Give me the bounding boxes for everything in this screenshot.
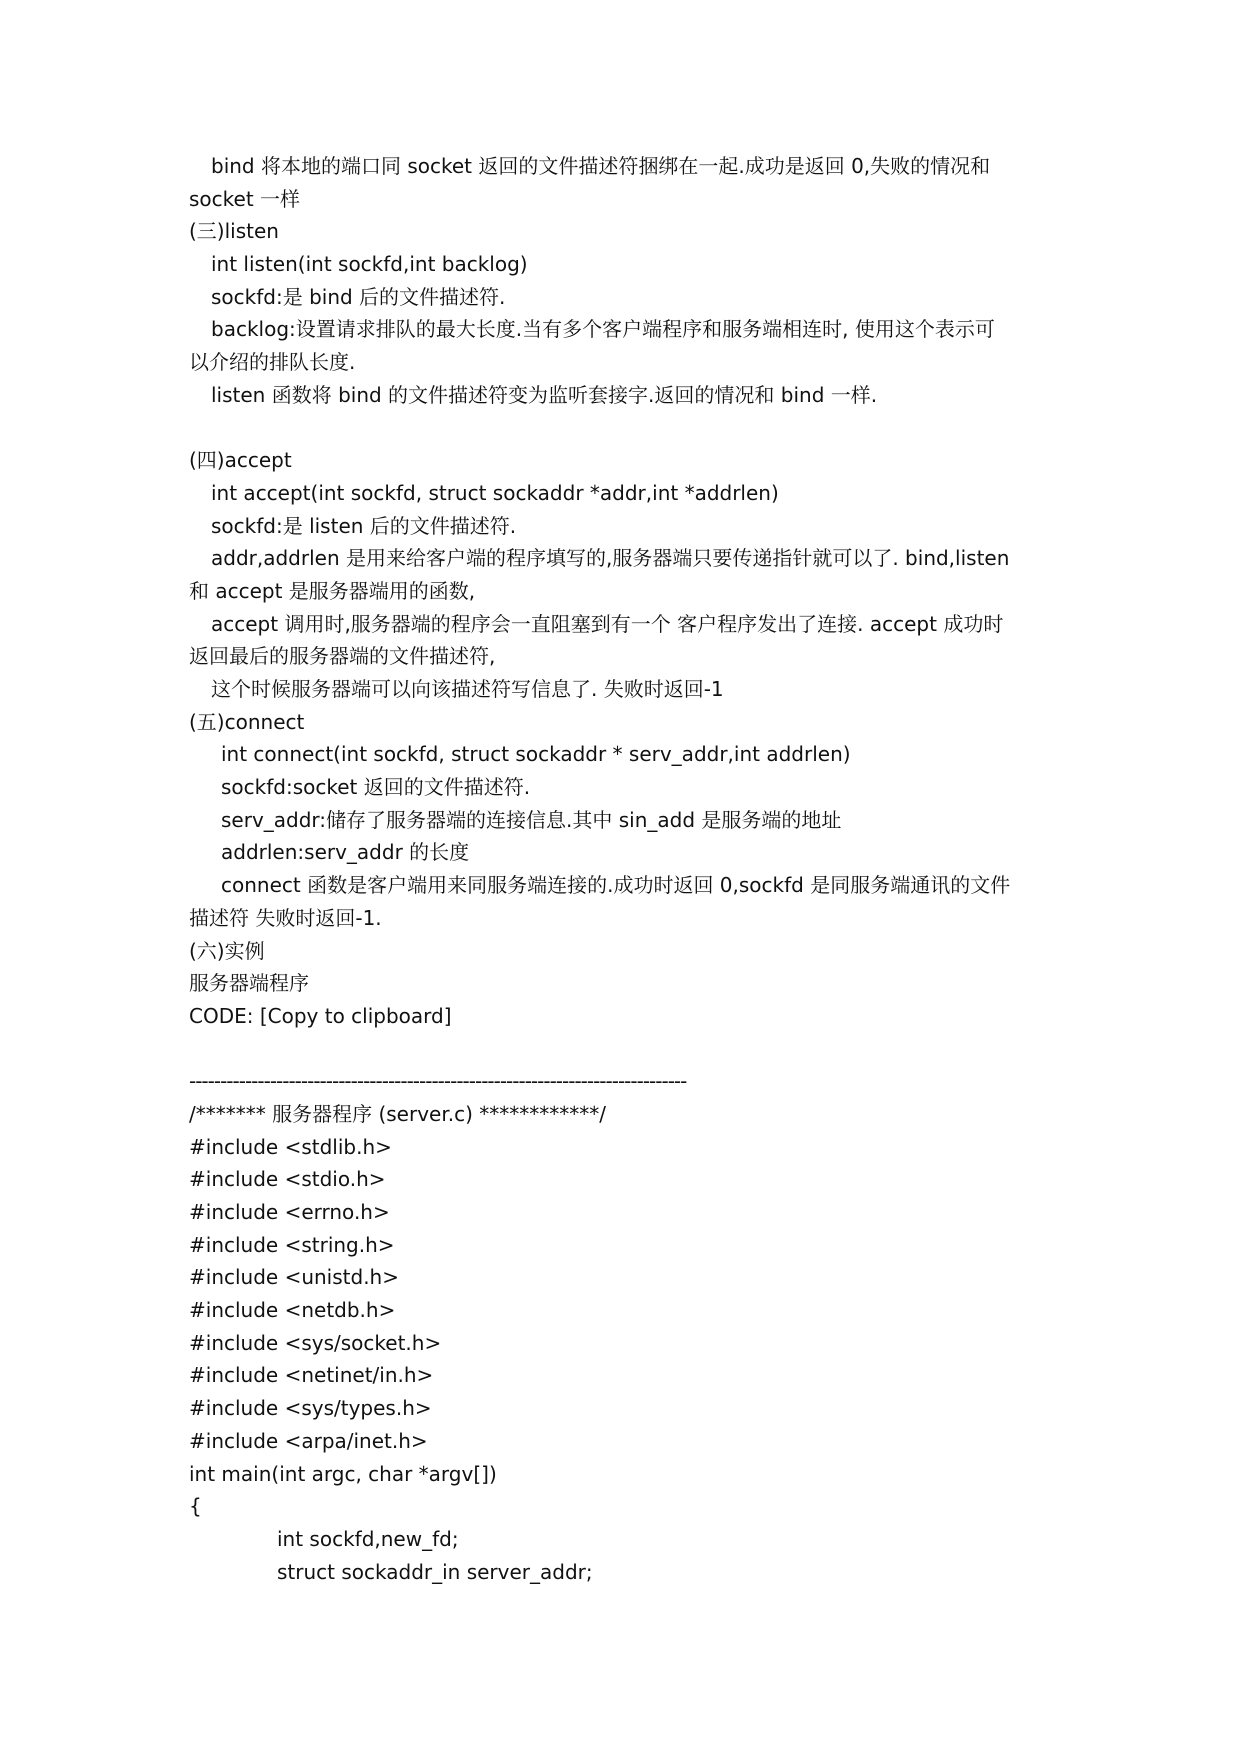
code-line: #include <sys/socket.h> bbox=[189, 1330, 442, 1355]
text-line: 描述符 失败时返回-1. bbox=[189, 905, 382, 930]
section-heading-accept: (四)accept bbox=[189, 448, 292, 473]
text-line: sockfd:是 bind 后的文件描述符. bbox=[211, 284, 506, 309]
code-line: #include <arpa/inet.h> bbox=[189, 1428, 428, 1453]
code-line: #include <stdio.h> bbox=[189, 1167, 386, 1192]
text-line: backlog:设置请求排队的最大长度.当有多个客户端程序和服务端相连时, 使用这个表示可 bbox=[211, 317, 995, 342]
text-line: 返回最后的服务器端的文件描述符, bbox=[189, 644, 496, 669]
code-line: struct sockaddr_in server_addr; bbox=[277, 1559, 593, 1584]
text-line: serv_addr:储存了服务器端的连接信息.其中 sin_add 是服务端的地址 bbox=[221, 807, 842, 832]
section-heading-connect: (五)connect bbox=[189, 709, 305, 734]
code-line: int main(int argc, char *argv[]) bbox=[189, 1461, 497, 1486]
text-line: listen 函数将 bind 的文件描述符变为监听套接字.返回的情况和 bind 一样. bbox=[211, 382, 878, 407]
text-line: 这个时候服务器端可以向该描述符写信息了. 失败时返回-1 bbox=[211, 677, 724, 701]
function-signature: int connect(int sockfd, struct sockaddr * serv_addr,int addrlen) bbox=[221, 742, 851, 767]
text-line: sockfd:socket 返回的文件描述符. bbox=[221, 775, 531, 800]
text-line: socket 一样 bbox=[189, 186, 301, 211]
code-line: #include <unistd.h> bbox=[189, 1265, 399, 1290]
code-line: { bbox=[189, 1494, 202, 1519]
code-line: #include <netinet/in.h> bbox=[189, 1363, 434, 1388]
code-line: #include <sys/types.h> bbox=[189, 1396, 432, 1421]
document-page bbox=[189, 150, 1059, 1588]
code-line: int sockfd,new_fd; bbox=[277, 1526, 459, 1551]
section-heading-listen: (三)listen bbox=[189, 219, 279, 244]
separator-line: -------------------------------------------------------------------------------- bbox=[189, 1069, 687, 1094]
text-line: connect 函数是客户端用来同服务端连接的.成功时返回 0,sockfd 是同服务端通讯的文件 bbox=[221, 873, 1011, 898]
code-line: /******* 服务器程序 (server.c) ************/ bbox=[189, 1101, 606, 1126]
code-label: CODE: [Copy to clipboard] bbox=[189, 1003, 452, 1028]
function-signature: int accept(int sockfd, struct sockaddr *addr,int *addrlen) bbox=[211, 480, 779, 505]
text-line: 以介绍的排队长度. bbox=[189, 350, 356, 375]
text-line: accept 调用时,服务器端的程序会一直阻塞到有一个 客户程序发出了连接. accept 成功时 bbox=[211, 611, 1004, 636]
text-line: addr,addrlen 是用来给客户端的程序填写的,服务器端只要传递指针就可以了. bind,listen bbox=[211, 546, 1010, 571]
text-line: bind 将本地的端口同 socket 返回的文件描述符捆绑在一起.成功是返回 0,失败的情况和 bbox=[211, 154, 991, 178]
text-line: sockfd:是 listen 后的文件描述符. bbox=[211, 513, 517, 538]
blank-line bbox=[189, 412, 1059, 445]
text-line: 服务器端程序 bbox=[189, 971, 309, 996]
code-line: #include <errno.h> bbox=[189, 1200, 390, 1224]
section-heading-example: (六)实例 bbox=[189, 938, 265, 963]
text-line: 和 accept 是服务器端用的函数, bbox=[189, 578, 476, 603]
blank-line bbox=[189, 1033, 1059, 1066]
text-line: addrlen:serv_addr 的长度 bbox=[221, 840, 470, 865]
code-line: #include <stdlib.h> bbox=[189, 1134, 392, 1159]
code-line: #include <string.h> bbox=[189, 1232, 395, 1257]
code-line: #include <netdb.h> bbox=[189, 1298, 396, 1323]
function-signature: int listen(int sockfd,int backlog) bbox=[211, 252, 528, 277]
